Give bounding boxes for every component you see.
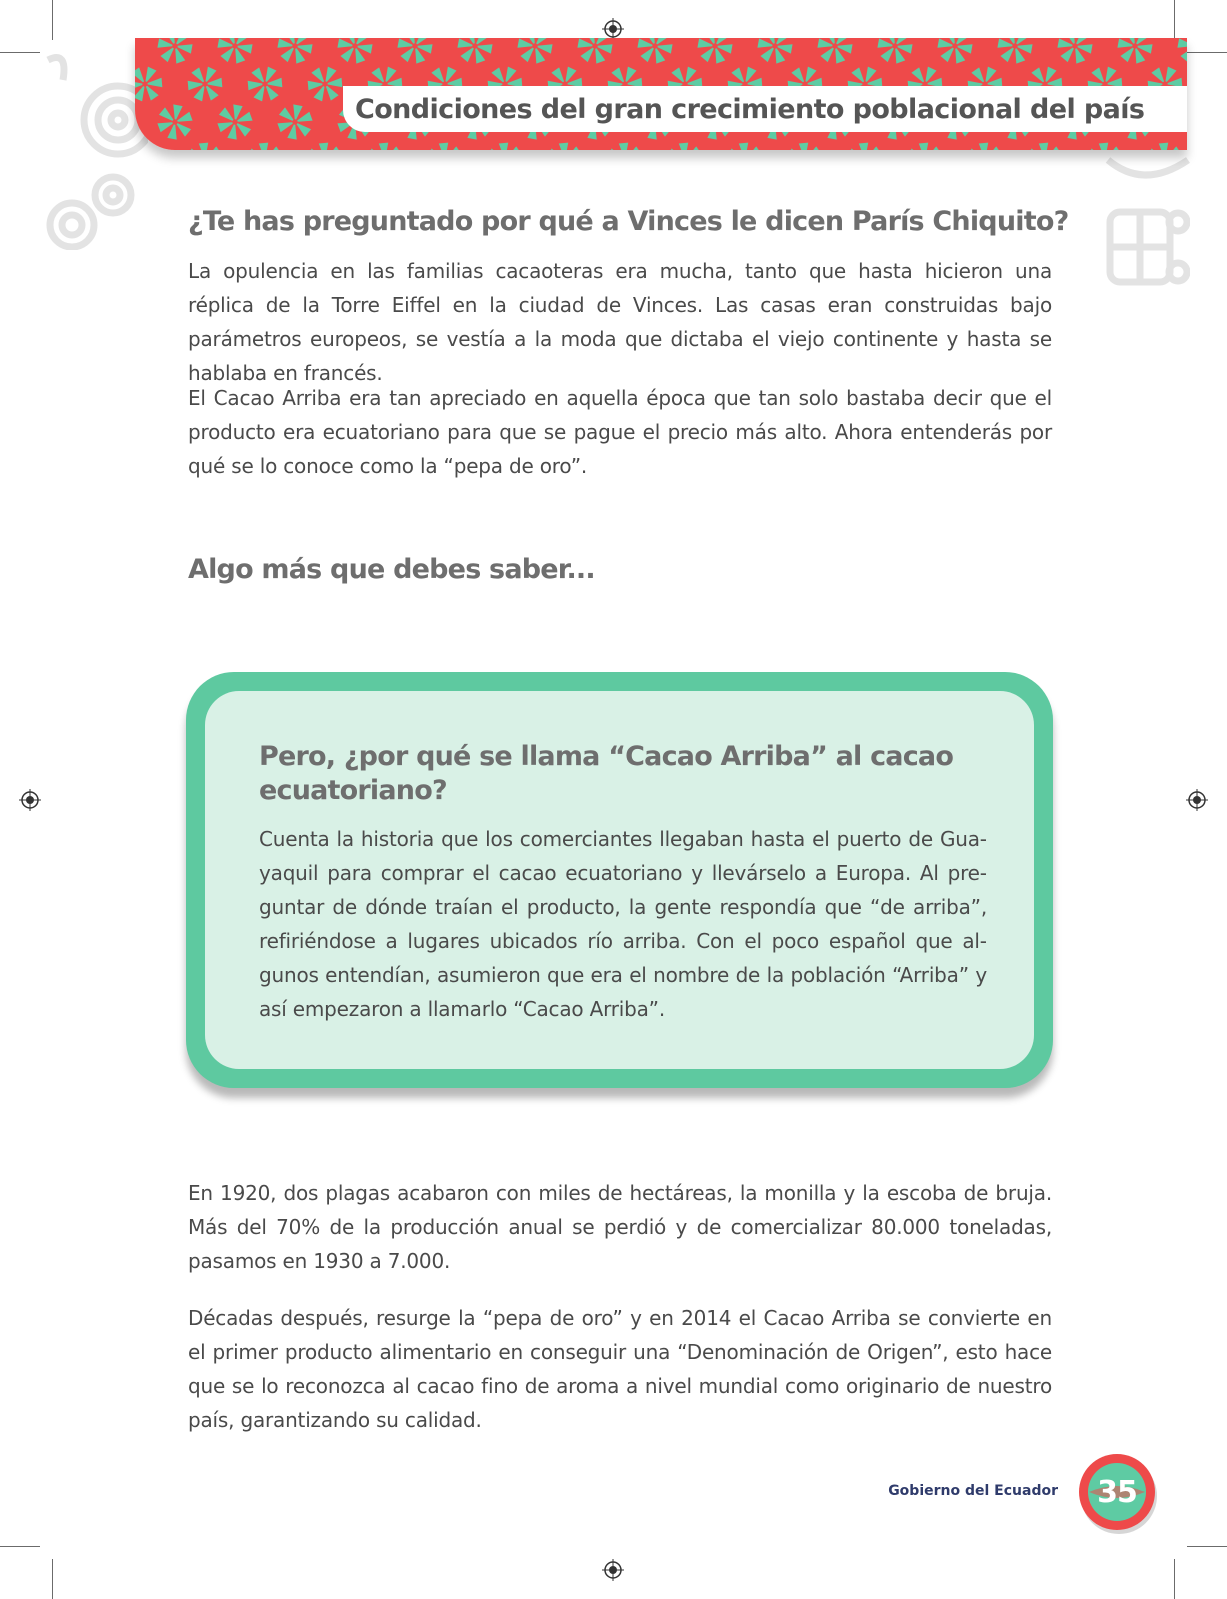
registration-mark-icon — [602, 18, 624, 40]
registration-mark-icon — [602, 1559, 624, 1581]
spiral-ornament-icon — [1098, 150, 1190, 300]
spiral-ornament-icon — [38, 40, 148, 250]
page-number: 35 — [1097, 1474, 1137, 1510]
section-heading: Algo más que debes saber... — [188, 554, 595, 585]
crop-mark — [0, 1546, 40, 1547]
header-title-bar — [343, 86, 1187, 132]
info-box-text: Cuenta la historia que los comerciantes llegaban hasta el puerto de Guayaquil para comprar el cacao ecuatoriano y llevárselo a Europa. Al preguntar de dónde traían el producto, la gente respondía que “de arriba”, refiriéndose a lugares ubicados río arriba. Con el poco español que algunos entendían, asumieron que era el nombre de la población “Arriba” y así empezaron a llamarlo “Cacao Arriba”. — [259, 827, 987, 1021]
registration-mark-icon — [1186, 789, 1208, 811]
info-box-title: Pero, ¿por qué se llama “Cacao Arriba” al cacao ecuatoriano? — [259, 741, 954, 806]
crop-mark — [52, 0, 53, 40]
publisher-label: Gobierno del Ecuador — [888, 1483, 1058, 1499]
section-heading: ¿Te has preguntado por qué a Vinces le dicen París Chiquito? — [188, 206, 1069, 237]
crop-mark — [0, 52, 40, 53]
crop-mark — [1187, 1546, 1227, 1547]
body-paragraph: Décadas después, resurge la “pepa de oro” y en 2014 el Cacao Arriba se convierte en el primer producto alimentario en conseguir una “Denominación de Origen”, esto hace que se lo reconozca al cacao fino de aroma a nivel mundial como originario de nuestro país, garantizando su calidad. — [188, 1306, 1052, 1432]
body-paragraph: En 1920, dos plagas acabaron con miles de hectáreas, la monilla y la escoba de bruja. Más del 70% de la producción anual se perdió y de comercializar 80.000 toneladas, pasamos en 1930 a 7.000. — [188, 1181, 1052, 1273]
body-paragraph: El Cacao Arriba era tan apreciado en aquella época que tan solo bastaba decir que el producto era ecuatoriano para que se pague el precio más alto. Ahora entenderás por qué se lo conoce como la “pepa de oro”. — [188, 386, 1052, 478]
crop-mark — [1174, 1559, 1175, 1599]
crop-mark — [52, 1559, 53, 1599]
page-number-badge — [1075, 1450, 1159, 1534]
registration-mark-icon — [19, 789, 41, 811]
page-title: Condiciones del gran crecimiento poblacional del país — [355, 93, 1145, 125]
crop-mark — [1174, 0, 1175, 40]
crop-mark — [1187, 52, 1227, 53]
body-paragraph: La opulencia en las familias cacaoteras era mucha, tanto que hasta hicieron una réplica de la Torre Eiffel en la ciudad de Vinces. Las casas eran construidas bajo parámetros europeos, se vestía a la moda que dictaba el viejo continente y hasta se hablaba en francés. — [188, 259, 1052, 385]
